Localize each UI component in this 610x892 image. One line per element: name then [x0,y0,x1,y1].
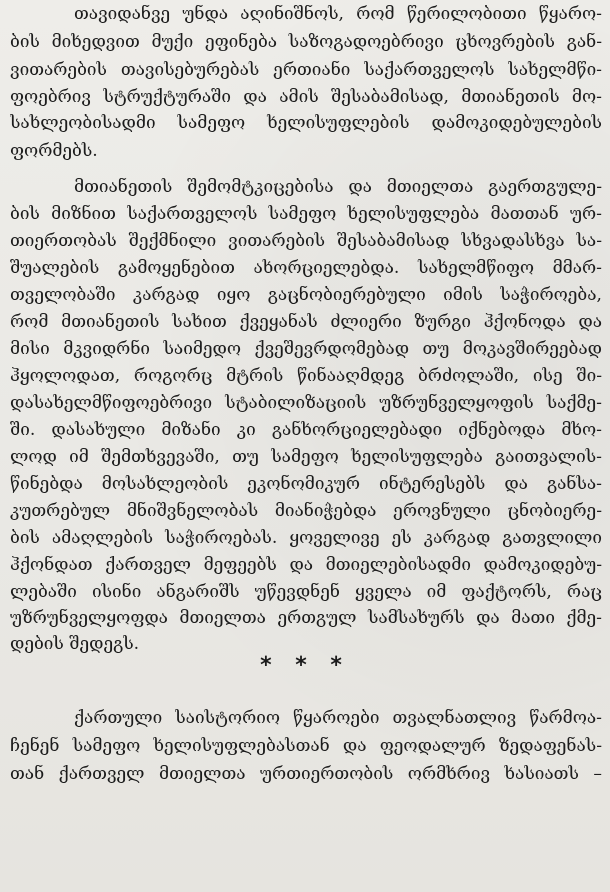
text-line: ლებაში ისინი ანგარიშს უწევდნენ ყველა იმ ფაქტორს, რაც [10,582,602,602]
text-line: წინებდა მოსახლეობის ეკონომიკურ ინტერესებს და განსა- [10,474,602,494]
text-line: თან ქართველ მთიელთა ურთიერთობის ორმხრივ ხასიათს – [10,764,602,784]
text-line: დების შედეგს. [10,634,140,654]
text-line: კუთრებულ მნიშვნელობას მიანიჭებდა ეროვნული ცნობიერე- [10,501,602,521]
text-line: ვითარების თავისებურებას ერთიანი საქართველოს სახელმწი- [10,60,602,80]
text-line: ბის ამაღლების საჭიროებას. ყოველივე ეს კარგად გათვლილი [10,528,602,548]
text-line: ჰყოლოდათ, როგორც მტრის წინააღმდეგ ბრძოლაში, ისე ში- [10,366,602,386]
text-line: შუალების გამოყენებით ახორციელებდა. სახელმწიფო მმარ- [10,258,602,278]
text-line: ლოდ იმ შემთხვევაში, თუ სამეფო ხელისუფლება გაითვალის- [10,447,602,467]
text-line: ჰქონდათ ქართველ მეფეებს და მთიელებისადმი დამოკიდებუ- [10,555,602,575]
text-line: ში. დასახული მიზანი კი განხორციელებადი იქნებოდა მხო- [10,420,602,440]
text-line: ქართული საისტორიო წყაროები თვალნათლივ წარმოა- [74,708,602,728]
section-separator: * * * [260,653,350,678]
text-line: რომ მთიანეთის სახით ქვეყანას ძლიერი ზურგი ჰქონოდა და [10,312,602,332]
text-line: თიერთობას შექმნილი ვითარების შესაბამისად სხვადასხვა სა- [10,231,602,251]
text-line: სახლეობისადმი სამეფო ხელისუფლების დამოკიდებულების [10,113,602,133]
text-line: მისი მკვიდრნი საიმედო ქვეშევრდომებად თუ მოკავშირეებად [10,339,602,359]
text-line: ფოებრივ სტრუქტურაში და ამის შესაბამისად, მთიანეთის მო- [10,87,602,107]
text-line: მთიანეთის შემომტკიცებისა და მთიელთა გაერთგულე- [74,177,602,197]
text-line: ბის მიზნით საქართველოს სამეფო ხელისუფლება მათთან ურ- [10,204,602,224]
text-line: ბის მიხედვით მუქი ეფინება საზოგადოებრივი ცხოვრების გან- [10,32,602,52]
text-line: ფორმებს. [10,141,98,161]
text-line: დასახელმწიფოებრივი სტაბილიზაციის უზრუნველყოფის საქმე- [10,393,602,413]
text-line: თავიდანვე უნდა აღინიშნოს, რომ წერილობითი წყარო- [74,4,602,24]
text-line: თველობაში კარგად იყო გაცნობიერებული იმის საჭიროება, [10,285,602,305]
text-line: უზრუნველყოფდა მთიელთა ერთგულ სამსახურს და მათი ქმე- [10,608,602,628]
text-line: ჩენენ სამეფო ხელისუფლებასთან და ფეოდალურ ზედაფენას- [10,736,602,756]
